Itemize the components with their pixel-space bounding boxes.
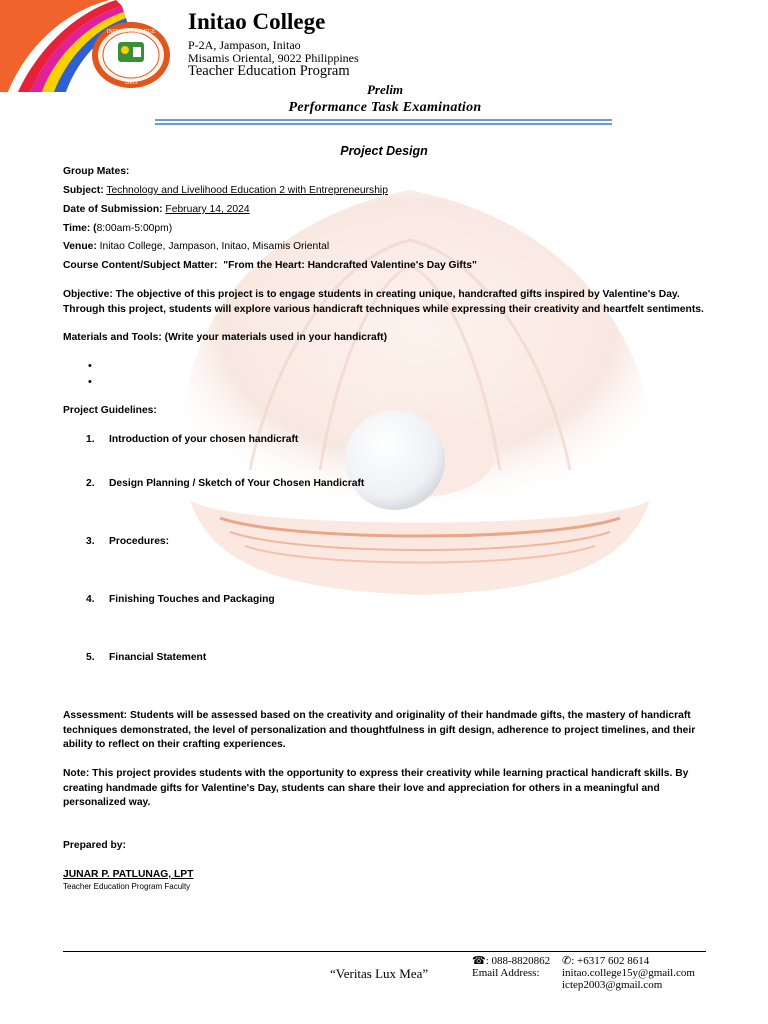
materials-bullet-1: • (88, 360, 92, 372)
mobile-number: : +6317 602 8614 (571, 955, 650, 967)
program-name: Teacher Education Program (188, 63, 350, 79)
course-row (63, 260, 477, 271)
address-line-1: P-2A, Jampason, Initao (188, 38, 301, 52)
time-row (63, 223, 172, 234)
guideline-number: 2. (86, 478, 95, 489)
guideline-item-finishing-touches: Finishing Touches and Packaging (109, 594, 275, 605)
header-rule-bottom (155, 123, 612, 125)
mobile-contact (562, 954, 649, 967)
materials-heading: Materials and Tools: (Write your materials used in your handicraft) (63, 332, 388, 343)
email-label: Email Address: (472, 967, 540, 979)
email-address-2[interactable]: ictep2003@gmail.com (562, 979, 663, 991)
venue-label: Venue: (63, 241, 97, 252)
preparer-role: Teacher Education Program Faculty (63, 882, 191, 891)
group-mates-label: Group Mates: (63, 166, 130, 177)
logo-ring-text: INITAO COLLEGE (106, 29, 156, 35)
guideline-item-design-planning: Design Planning / Sketch of Your Chosen Handicraft (109, 478, 365, 489)
venue-value: Initao College, Jampason, Initao, Misamis Oriental (99, 241, 330, 252)
time-value: 8:00am-5:00pm) (96, 223, 173, 234)
preparer-name: JUNAR P. PATLUNAG, LPT (63, 869, 194, 880)
exam-term: Prelim (366, 82, 404, 97)
venue-row (63, 241, 329, 252)
guideline-number: 4. (86, 594, 95, 605)
guideline-item-introduction: Introduction of your chosen handicraft (109, 434, 299, 445)
guidelines-heading: Project Guidelines: (63, 405, 157, 416)
course-label: Course Content/Subject Matter: (63, 260, 218, 271)
logo-year-text: 2003 (125, 80, 137, 86)
phone-number: : 088-8820862 (485, 955, 551, 967)
assessment-paragraph: Assessment: Students will be assessed based on the creativity and originality of their handmade gifts, the mastery of handicraft techniques demonstrated, the level of personalization and thoughtfulness in gift design, adherence to project timelines, and their ability to reflect on their crafting experiences. (63, 710, 696, 750)
subject-row (63, 185, 388, 196)
college-seal-logo (90, 20, 172, 90)
guideline-item-financial-statement: Financial Statement (109, 652, 207, 663)
phone-contact (472, 954, 550, 967)
exam-title: Performance Task Examination (288, 100, 482, 115)
guideline-item-procedures: Procedures: (109, 536, 170, 547)
date-row (63, 204, 250, 215)
footer-rule (63, 951, 706, 952)
college-name: Initao College (188, 9, 326, 34)
prepared-by-label: Prepared by: (63, 840, 126, 851)
guideline-number: 5. (86, 652, 95, 663)
project-title: Project Design (340, 144, 428, 158)
address-line-2: Misamis Oriental, 9022 Philippines (188, 51, 359, 65)
materials-bullet-2: • (88, 376, 92, 388)
time-label: Time: ( (63, 223, 97, 234)
college-motto: “Veritas Lux Mea” (330, 966, 429, 981)
date-label: Date of Submission: (63, 204, 163, 215)
subject-value: Technology and Livelihood Education 2 with Entrepreneurship (106, 185, 388, 196)
header-rule-top (155, 119, 612, 121)
guideline-number: 3. (86, 536, 95, 547)
mobile-phone-icon: ✆ (562, 955, 572, 967)
guideline-number: 1. (86, 434, 95, 445)
course-value: "From the Heart: Handcrafted Valentine's Day Gifts" (223, 260, 477, 271)
subject-label: Subject: (63, 185, 104, 196)
email-address-1[interactable]: initao.college15y@gmail.com (562, 967, 695, 979)
objective-paragraph: Objective: The objective of this project is to engage students in creating unique, handcrafted gifts inspired by Valentine's Day. Through this project, students will explore various handicraft techniques while expressing their creativity and heartfelt sentiments. (63, 289, 704, 315)
telephone-icon: ☎ (472, 955, 486, 967)
note-paragraph: Note: This project provides students with the opportunity to express their creativity while learning practical handicraft skills. By creating handmade gifts for Valentine's Day, students can share their love and appreciation for others in a meaningful and personalized way. (63, 768, 689, 808)
date-value: February 14, 2024 (165, 204, 250, 215)
